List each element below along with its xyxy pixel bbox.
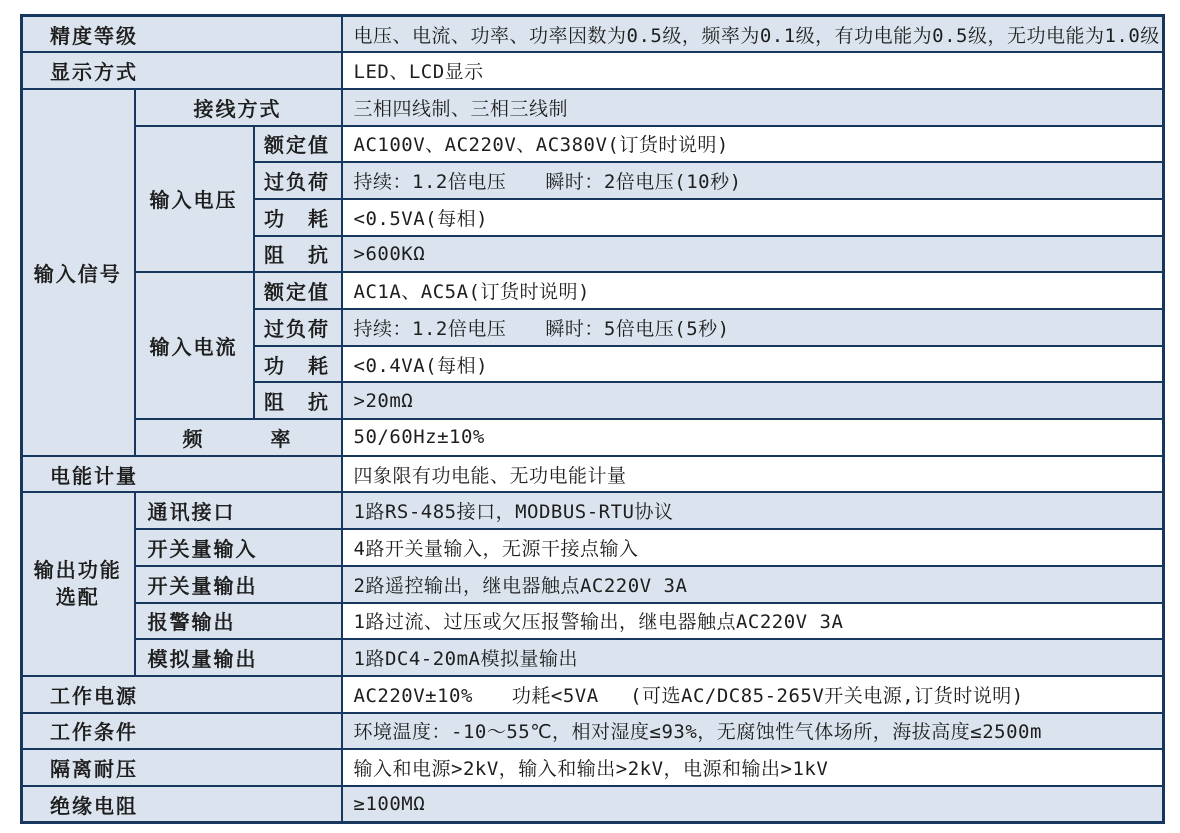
row-value: 环境温度：-10～55℃，相对湿度≤93%，无腐蚀性气体场所，海拔高度≤2500m bbox=[342, 713, 1164, 750]
row-value: <0.5VA(每相) bbox=[342, 199, 1164, 236]
table-row bbox=[22, 456, 1164, 493]
row-label: 报警输出 bbox=[135, 603, 342, 640]
row-value: 1路过流、过压或欠压报警输出，继电器触点AC220V 3A bbox=[342, 603, 1164, 640]
table-row bbox=[22, 676, 1164, 713]
row-value: 持续：1.2倍电压 瞬时：2倍电压(10秒) bbox=[342, 162, 1164, 199]
row-value: 4路开关量输入，无源干接点输入 bbox=[342, 529, 1164, 566]
row-label: 通讯接口 bbox=[135, 492, 342, 529]
table-row bbox=[22, 89, 1164, 126]
row-value: 四象限有功电能、无功电能计量 bbox=[342, 456, 1164, 493]
row-value: >600KΩ bbox=[342, 236, 1164, 273]
row-label: 开关量输入 bbox=[135, 529, 342, 566]
table-row bbox=[22, 16, 1164, 53]
row-label: 开关量输出 bbox=[135, 566, 342, 603]
table-row bbox=[22, 713, 1164, 750]
spec-table bbox=[20, 14, 1165, 824]
table-row bbox=[22, 566, 1164, 603]
row-value: 1路RS-485接口，MODBUS-RTU协议 bbox=[342, 492, 1164, 529]
row-label: 过负荷 bbox=[254, 162, 342, 199]
row-value: 三相四线制、三相三线制 bbox=[342, 89, 1164, 126]
row-value: ≥100MΩ bbox=[342, 786, 1164, 823]
row-value: >20mΩ bbox=[342, 382, 1164, 419]
table-row bbox=[22, 529, 1164, 566]
output-functions-group-line2: 选配 bbox=[55, 585, 100, 610]
row-label: 隔离耐压 bbox=[22, 749, 342, 786]
table-row bbox=[22, 419, 1164, 456]
row-label: 频 率 bbox=[135, 419, 342, 456]
row-label: 模拟量输出 bbox=[135, 639, 342, 676]
table-row bbox=[22, 52, 1164, 89]
row-value: 持续：1.2倍电压 瞬时：5倍电压(5秒) bbox=[342, 309, 1164, 346]
table-row bbox=[22, 749, 1164, 786]
table-row bbox=[22, 786, 1164, 823]
table-row bbox=[22, 272, 1164, 309]
row-value: AC100V、AC220V、AC380V(订货时说明) bbox=[342, 126, 1164, 163]
table-row bbox=[22, 603, 1164, 640]
input-voltage-group-label: 输入电压 bbox=[135, 126, 254, 273]
table-row bbox=[22, 492, 1164, 529]
output-functions-group-label bbox=[22, 492, 135, 675]
row-value: 输入和电源>2kV，输入和输出>2kV，电源和输出>1kV bbox=[342, 749, 1164, 786]
row-value: 50/60Hz±10% bbox=[342, 419, 1164, 456]
row-value: AC220V±10% 功耗<5VA (可选AC/DC85-265V开关电源,订货时说明) bbox=[342, 676, 1164, 713]
row-label: 阻 抗 bbox=[254, 382, 342, 419]
row-value: AC1A、AC5A(订货时说明) bbox=[342, 272, 1164, 309]
table-row bbox=[22, 639, 1164, 676]
row-label: 额定值 bbox=[254, 126, 342, 163]
row-label: 电能计量 bbox=[22, 456, 342, 493]
row-label: 显示方式 bbox=[22, 52, 342, 89]
row-label: 阻 抗 bbox=[254, 236, 342, 273]
table-row bbox=[22, 126, 1164, 163]
row-value: 电压、电流、功率、功率因数为0.5级，频率为0.1级，有功电能为0.5级，无功电能为1.0级 bbox=[342, 16, 1164, 53]
row-label: 功 耗 bbox=[254, 346, 342, 383]
row-value: 2路遥控输出，继电器触点AC220V 3A bbox=[342, 566, 1164, 603]
row-label: 绝缘电阻 bbox=[22, 786, 342, 823]
row-value: 1路DC4-20mA模拟量输出 bbox=[342, 639, 1164, 676]
row-value: LED、LCD显示 bbox=[342, 52, 1164, 89]
row-value: <0.4VA(每相) bbox=[342, 346, 1164, 383]
row-label: 功 耗 bbox=[254, 199, 342, 236]
row-label: 工作电源 bbox=[22, 676, 342, 713]
input-signal-group-label: 输入信号 bbox=[22, 89, 135, 456]
output-functions-group-line1: 输出功能 bbox=[33, 558, 122, 583]
row-label: 工作条件 bbox=[22, 713, 342, 750]
row-label: 接线方式 bbox=[135, 89, 342, 126]
row-label: 过负荷 bbox=[254, 309, 342, 346]
input-current-group-label: 输入电流 bbox=[135, 272, 254, 419]
row-label: 精度等级 bbox=[22, 16, 342, 53]
row-label: 额定值 bbox=[254, 272, 342, 309]
